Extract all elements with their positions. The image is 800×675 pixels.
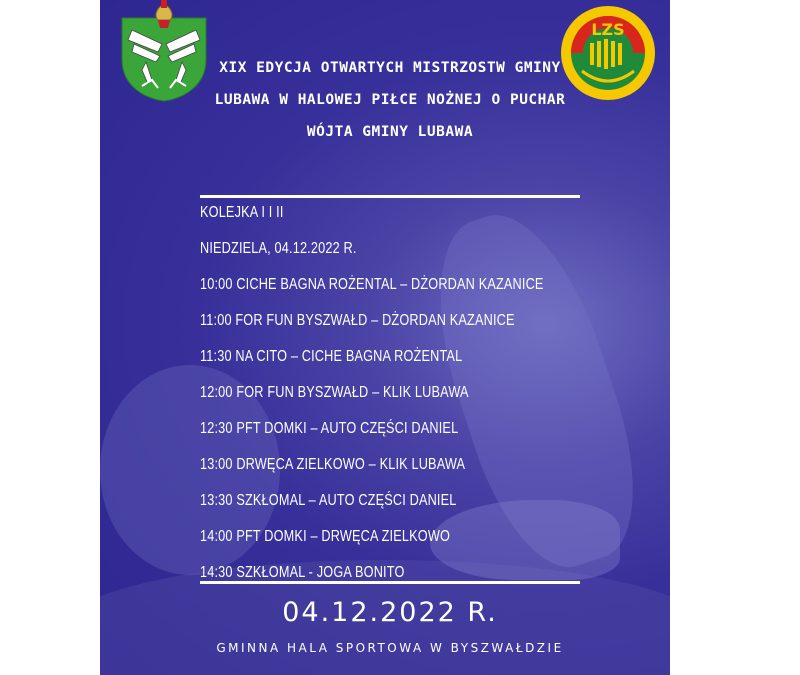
divider-bottom — [200, 581, 580, 584]
match-row: 14:30 SZKŁOMAL - JOGA BONITO — [200, 564, 405, 581]
match-row: 12:30 PFT DOMKI – AUTO CZĘŚCI DANIEL — [200, 420, 459, 437]
match-row: 13:30 SZKŁOMAL – AUTO CZĘŚCI DANIEL — [200, 492, 457, 509]
gmina-lubawa-coat-of-arms-icon — [118, 0, 210, 102]
match-row: 12:00 FOR FUN BYSZWAŁD – KLIK LUBAWA — [200, 384, 469, 401]
event-venue: GMINNA HALA SPORTOWA W BYSZWAŁDZIE — [216, 641, 564, 655]
match-row: 13:00 DRWĘCA ZIELKOWO – KLIK LUBAWA — [200, 456, 466, 473]
round-label: KOLEJKA I I II — [200, 204, 284, 221]
divider-top — [200, 195, 580, 198]
lzs-letters: LZS — [591, 20, 625, 39]
tournament-title — [200, 52, 580, 148]
day-label: NIEDZIELA, 04.12.2022 R. — [200, 240, 357, 257]
match-row: 11:00 FOR FUN BYSZWAŁD – DŻORDAN KAZANICE — [200, 312, 515, 329]
match-row: 14:00 PFT DOMKI – DRWĘCA ZIELKOWO — [200, 528, 451, 545]
match-schedule — [200, 203, 620, 599]
match-row: 11:30 NA CITO – CICHE BAGNA ROŻENTAL — [200, 348, 463, 365]
match-row: 10:00 CICHE BAGNA ROŻENTAL – DŻORDAN KAZANICE — [200, 276, 544, 293]
title-line-2: LUBAWA W HALOWEJ PIŁCE NOŻNEJ O PUCHAR — [214, 92, 566, 108]
title-line-3: WÓJTA GMINY LUBAWA — [306, 124, 474, 140]
event-date: 04.12.2022 R. — [282, 597, 498, 628]
tournament-poster — [100, 0, 670, 675]
title-line-1: XIX EDYCJA OTWARTYCH MISTRZOSTW GMINY — [219, 60, 561, 76]
